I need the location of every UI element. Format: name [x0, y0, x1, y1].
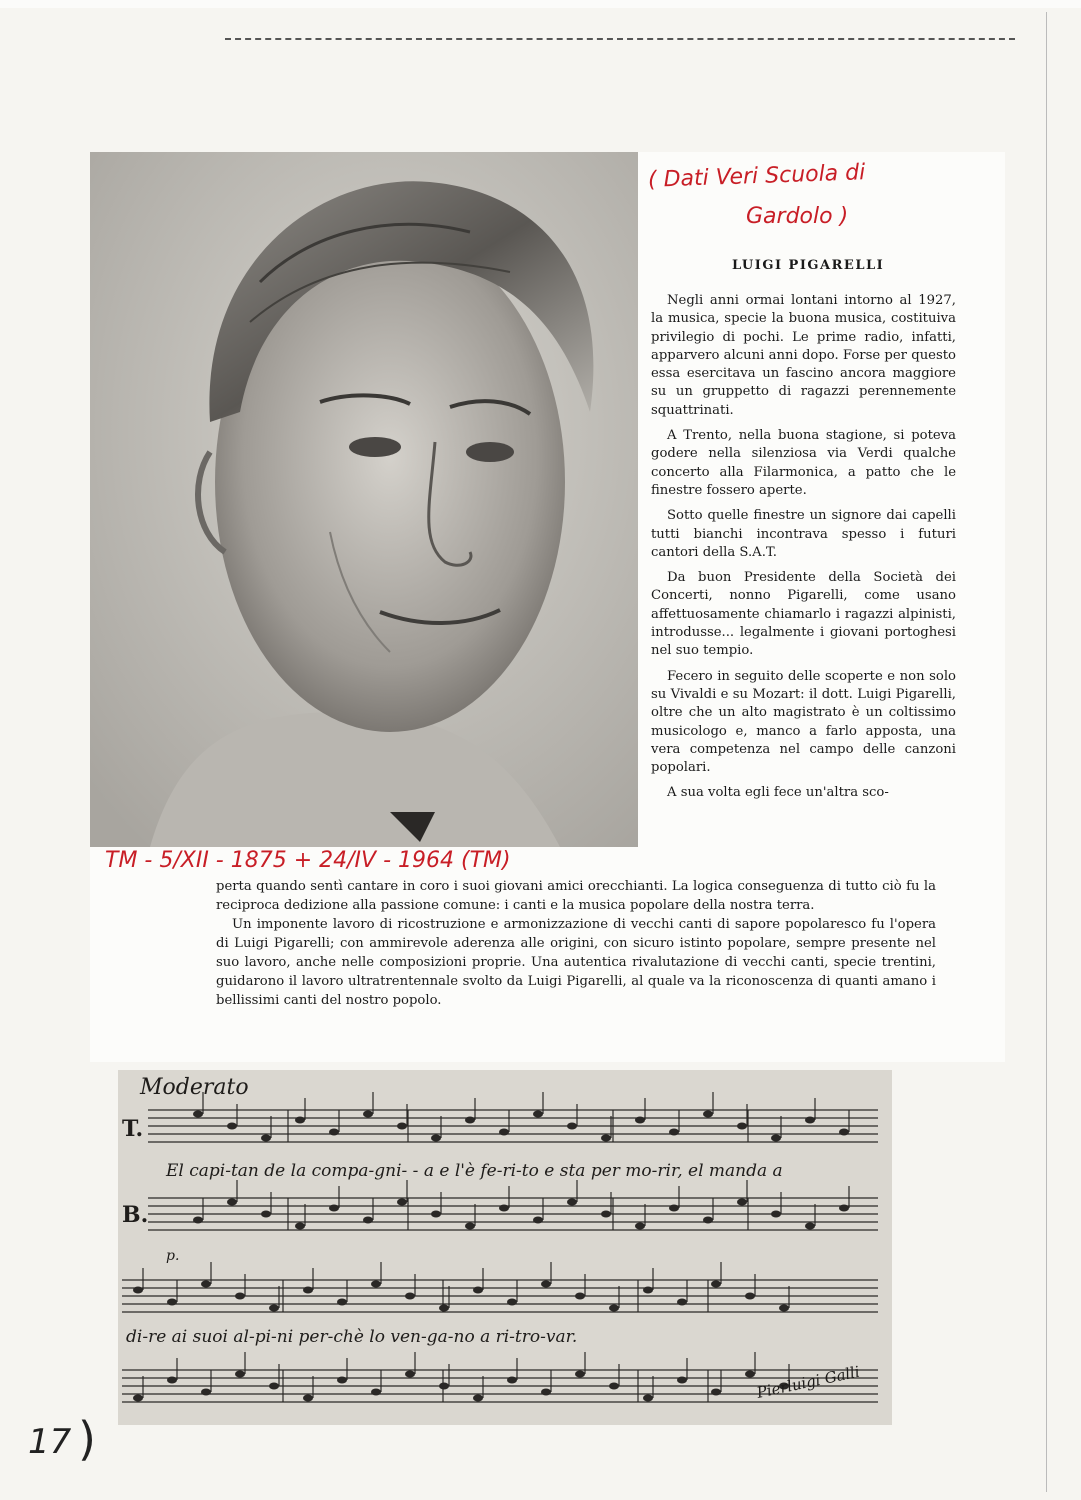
article-paragraph: Un imponente lavoro di ricostruzione e armonizzazione di vecchi canti di sapore popolaresco fu l'opera di Luigi Pigarelli; con ammirevole aderenza alle origini, con sicuro istinto popolare, sempre presente nel suo lavoro, anche nelle composizioni proprie. Una autentica rivalutazione di vecchi canti, specie trentini, guidarono il lavoro ultratrentennale svolto da Luigi Pigarelli, al quale va la riconoscenza di quanti amano i bellissimi canti del nostro popolo. [216, 917, 936, 1008]
note-head [499, 1129, 509, 1136]
note-head [609, 1383, 619, 1390]
note-head [193, 1217, 203, 1224]
article-paragraph-continuation: perta quando sentì cantare in coro i suoi giovani amici orecchianti. La logica conseguenza di tutto ciò fu la reciproca dedizione alla passione comune: i canti e la musica popolare della nostra terra. [216, 879, 936, 913]
dynamic-marking: p. [166, 1248, 180, 1264]
portrait-photo [90, 152, 638, 847]
note-head [601, 1135, 611, 1142]
article-title: LUIGI PIGARELLI [732, 258, 885, 273]
note-head [635, 1117, 645, 1124]
note-head [431, 1211, 441, 1218]
article-paragraph: A sua volta egli fece un'altra sco- [667, 785, 889, 801]
note-head [643, 1395, 653, 1402]
note-head [635, 1223, 645, 1230]
bleed-through-text [1000, 440, 1060, 1440]
note-head [507, 1377, 517, 1384]
top-edge [0, 0, 1081, 8]
note-head [269, 1305, 279, 1312]
note-head [261, 1211, 271, 1218]
note-head [737, 1199, 747, 1206]
note-head [703, 1111, 713, 1118]
note-head [711, 1281, 721, 1288]
note-head [711, 1389, 721, 1396]
note-head [839, 1129, 849, 1136]
note-head [269, 1383, 279, 1390]
note-head [329, 1129, 339, 1136]
note-head [541, 1389, 551, 1396]
dashed-cut-line [225, 38, 1015, 40]
note-head [405, 1371, 415, 1378]
note-head [499, 1205, 509, 1212]
note-head [295, 1223, 305, 1230]
note-head [541, 1281, 551, 1288]
note-head [601, 1211, 611, 1218]
note-head [839, 1205, 849, 1212]
handwritten-note-top: ( Dati Veri Scuola di [647, 160, 866, 193]
note-head [771, 1211, 781, 1218]
note-head [771, 1135, 781, 1142]
note-head [133, 1287, 143, 1294]
note-head [465, 1223, 475, 1230]
note-head [227, 1123, 237, 1130]
note-head [473, 1287, 483, 1294]
note-head [227, 1199, 237, 1206]
staff-label-tenor: T. [122, 1116, 144, 1142]
note-head [567, 1123, 577, 1130]
article-paragraph: Da buon Presidente della Società dei Concerti, nonno Pigarelli, come usano affettuosamente chiamarlo i ragazzi alpinisti, introdusse... legalmente i giovani portoghesi nel suo tempio. [651, 570, 956, 659]
note-head [397, 1123, 407, 1130]
note-head [363, 1111, 373, 1118]
note-head [167, 1299, 177, 1306]
note-head [745, 1371, 755, 1378]
note-head [295, 1117, 305, 1124]
note-head [533, 1217, 543, 1224]
note-head [371, 1281, 381, 1288]
note-head [737, 1123, 747, 1130]
note-head [439, 1383, 449, 1390]
article-column [651, 292, 956, 810]
staff-label-bass: B. [122, 1202, 149, 1228]
note-head [303, 1395, 313, 1402]
note-head [473, 1395, 483, 1402]
note-head [337, 1299, 347, 1306]
tempo-marking: Moderato [140, 1075, 249, 1100]
music-score [118, 1070, 892, 1425]
note-head [533, 1111, 543, 1118]
note-head [575, 1293, 585, 1300]
note-head [303, 1287, 313, 1294]
note-head [133, 1395, 143, 1402]
note-head [669, 1129, 679, 1136]
note-head [193, 1111, 203, 1118]
article-paragraph: Negli anni ormai lontani intorno al 1927, la musica, specie la buona musica, costituiva privilegio di pochi. Le prime radio, infatti, apparvero alcuni anni dopo. Forse per questo essa esercitava un fascino ancora maggiore su un gruppetto di ragazzi perennemente squattrinati. [651, 293, 956, 418]
article-wide-text [216, 877, 936, 1010]
lyrics-line-2: di-re ai suoi al-pi-ni per-chè lo ven-ga-no a ri-tro-var. [126, 1327, 578, 1347]
article-paragraph: A Trento, nella buona stagione, si poteva godere nella silenziosa via Verdi qualche concerto alla Filarmonica, a patto che le finestre fossero aperte. [651, 428, 956, 498]
note-head [507, 1299, 517, 1306]
article-paragraph: Fecero in seguito delle scoperte e non solo su Vivaldi e su Mozart: il dott. Luigi Pigarelli, oltre che un alto magistrato è un coltissimo musicologo e, manco a farlo apposta, una vera competenza nel campo delle canzoni popolari. [651, 668, 956, 776]
note-head [235, 1371, 245, 1378]
note-head [745, 1293, 755, 1300]
note-head [575, 1371, 585, 1378]
lyrics-line-1: El capi-tan de la compa-gni- - a e l'è fe-ri-to e sta per mo-rir, el manda a [166, 1161, 783, 1181]
note-head [235, 1293, 245, 1300]
note-head [337, 1377, 347, 1384]
note-head [779, 1305, 789, 1312]
handwritten-note-top-line2: Gardolo ) [746, 204, 849, 229]
note-head [677, 1299, 687, 1306]
page-number: 17 [28, 1422, 72, 1462]
note-head [431, 1135, 441, 1142]
note-head [669, 1205, 679, 1212]
note-head [261, 1135, 271, 1142]
note-head [609, 1305, 619, 1312]
note-head [567, 1199, 577, 1206]
note-head [405, 1293, 415, 1300]
note-head [677, 1377, 687, 1384]
note-head [371, 1389, 381, 1396]
page-number-paren: ) [78, 1412, 96, 1466]
article-paragraph: Sotto quelle finestre un signore dai capelli tutti bianchi incontrava spesso i futuri cantori della S.A.T. [651, 508, 956, 560]
note-head [201, 1281, 211, 1288]
note-head [703, 1217, 713, 1224]
note-head [439, 1305, 449, 1312]
handwritten-dates: TM - 5/XII - 1875 + 24/IV - 1964 (TM) [105, 848, 511, 873]
note-head [643, 1287, 653, 1294]
note-head [167, 1377, 177, 1384]
note-head [805, 1223, 815, 1230]
note-head [397, 1199, 407, 1206]
note-head [805, 1117, 815, 1124]
note-head [465, 1117, 475, 1124]
note-head [363, 1217, 373, 1224]
note-head [201, 1389, 211, 1396]
composer-signature: Pierluigi Galli [755, 1362, 862, 1402]
note-head [329, 1205, 339, 1212]
